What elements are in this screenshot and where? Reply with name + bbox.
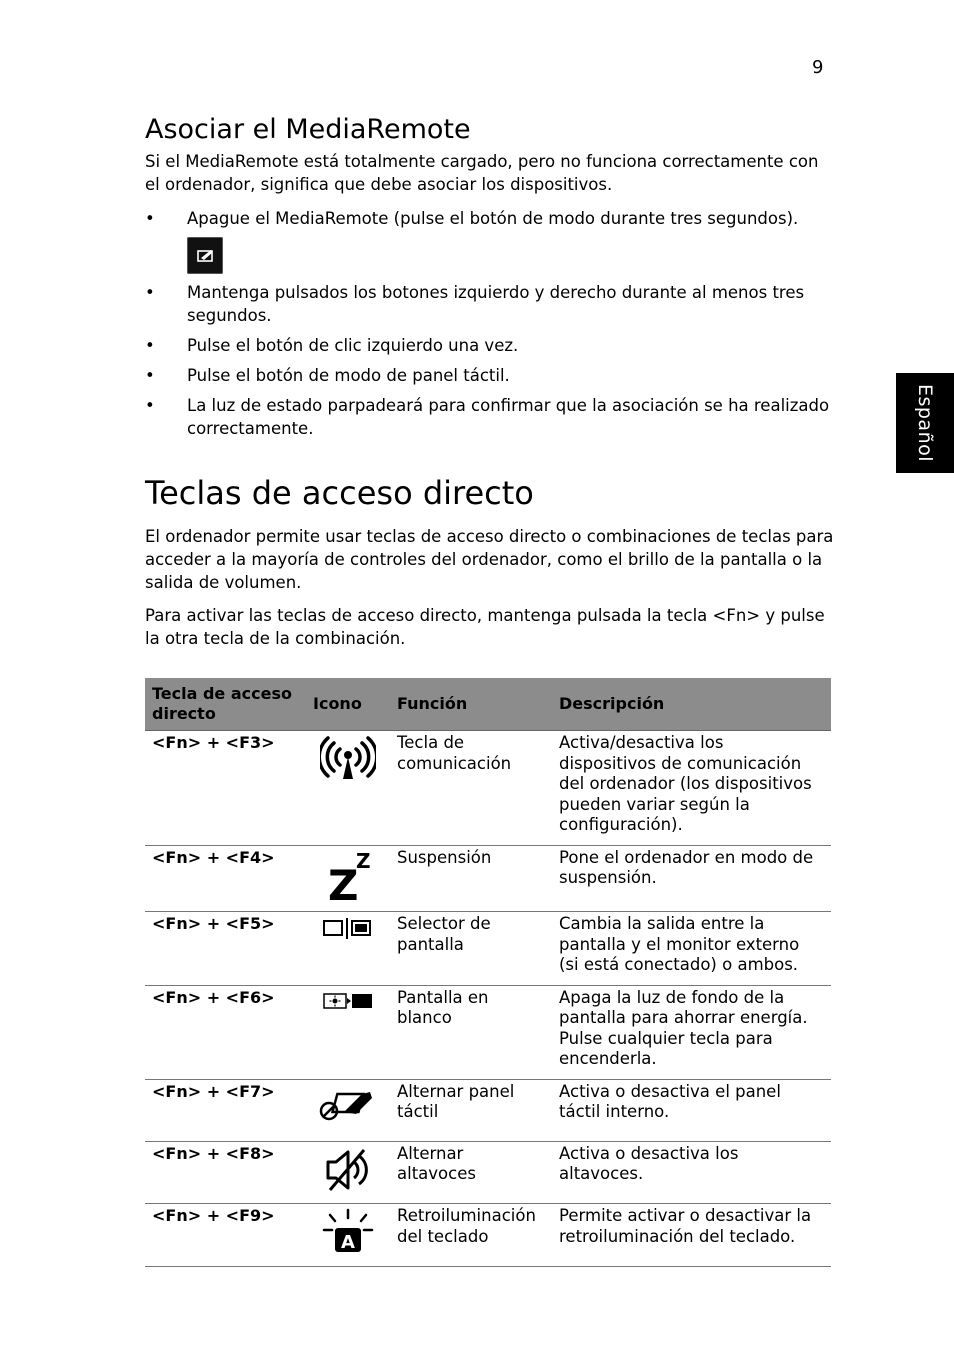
- function-cell: Alternar altavoces: [390, 1141, 552, 1204]
- hotkey-cell: <Fn> + <F6>: [145, 985, 306, 1079]
- icon-cell: [306, 912, 390, 986]
- hotkey-cell: <Fn> + <F7>: [145, 1079, 306, 1141]
- display-toggle-icon: [320, 916, 376, 942]
- function-cell: Tecla de comunicación: [390, 731, 552, 846]
- list-item-text: Apague el MediaRemote (pulse el botón de modo durante tres segundos).: [187, 209, 799, 228]
- hotkey-cell: <Fn> + <F5>: [145, 912, 306, 986]
- bullet-dot: •: [145, 336, 155, 355]
- language-tab: [896, 373, 954, 473]
- sleep-icon: [320, 850, 376, 902]
- screen-blank-icon: [320, 990, 376, 1014]
- hotkey-cell: <Fn> + <F4>: [145, 845, 306, 912]
- table-row: [145, 845, 831, 912]
- language-tab-label: Español: [914, 383, 936, 463]
- section-title-pairing: Asociar el MediaRemote: [145, 114, 471, 145]
- function-cell: Retroiluminación del teclado: [390, 1204, 552, 1267]
- icon-cell: [306, 985, 390, 1079]
- table-row: [145, 1204, 831, 1267]
- icon-cell: [306, 731, 390, 846]
- bullet-dot: •: [145, 209, 155, 228]
- list-item-text: La luz de estado parpadeará para confirmar que la asociación se ha realizado correctamente.: [187, 396, 830, 438]
- bullet-dot: •: [145, 283, 155, 302]
- description-cell: Activa/desactiva los dispositivos de comunicación del ordenador (los dispositivos pueden variar según la configuración).: [552, 731, 831, 846]
- table-row: [145, 1141, 831, 1204]
- bullet-dot: •: [145, 366, 155, 385]
- hotkeys-instructions: Para activar las teclas de acceso directo, mantenga pulsada la tecla <Fn> y pulse la otra tecla de la combinación.: [145, 606, 825, 648]
- table-row: [145, 912, 831, 986]
- pairing-intro: Si el MediaRemote está totalmente cargado, pero no funciona correctamente con el ordenador, significa que debe asociar los dispositivos.: [145, 152, 819, 194]
- description-cell: Permite activar o desactivar la retroiluminación del teclado.: [552, 1204, 831, 1267]
- description-cell: Activa o desactiva el panel táctil interno.: [552, 1079, 831, 1141]
- section-title-hotkeys: Teclas de acceso directo: [145, 474, 534, 512]
- wireless-communication-icon: [320, 735, 376, 781]
- function-cell: Selector de pantalla: [390, 912, 552, 986]
- hotkey-cell: <Fn> + <F8>: [145, 1141, 306, 1204]
- hotkey-table: [145, 678, 831, 1267]
- page-number: 9: [812, 57, 824, 78]
- icon-cell: [306, 1079, 390, 1141]
- icon-cell: [306, 1141, 390, 1204]
- table-row: [145, 985, 831, 1079]
- function-cell: Pantalla en blanco: [390, 985, 552, 1079]
- touchpad-toggle-icon: [318, 1084, 378, 1122]
- description-cell: Apaga la luz de fondo de la pantalla para ahorrar energía. Pulse cualquier tecla para encenderla.: [552, 985, 831, 1079]
- header-hotkey: Tecla de acceso directo: [145, 678, 306, 731]
- table-row: [145, 1079, 831, 1141]
- function-cell: Alternar panel táctil: [390, 1079, 552, 1141]
- icon-cell: [306, 845, 390, 912]
- backlight-key-letter: A: [341, 1232, 355, 1253]
- header-function: Función: [390, 678, 552, 731]
- hotkey-cell: <Fn> + <F9>: [145, 1204, 306, 1267]
- speaker-mute-icon: [320, 1146, 376, 1194]
- list-item-text: Pulse el botón de modo de panel táctil.: [187, 366, 510, 385]
- bullet-dot: •: [145, 396, 155, 415]
- icon-cell: [306, 1204, 390, 1267]
- list-item-text: Mantenga pulsados los botones izquierdo y derecho durante al menos tres segundos.: [187, 283, 805, 325]
- keyboard-backlight-icon: [318, 1208, 378, 1256]
- sleep-small-z: Z: [356, 849, 371, 873]
- touchpad-mode-button-icon: [187, 237, 223, 274]
- header-description: Descripción: [552, 678, 831, 731]
- header-icon: Icono: [306, 678, 390, 731]
- description-cell: Activa o desactiva los altavoces.: [552, 1141, 831, 1204]
- description-cell: Cambia la salida entre la pantalla y el monitor externo (si está conectado) o ambos.: [552, 912, 831, 986]
- list-item-text: Pulse el botón de clic izquierdo una vez.: [187, 336, 519, 355]
- table-header-row: [145, 678, 831, 731]
- table-row: [145, 731, 831, 846]
- description-cell: Pone el ordenador en modo de suspensión.: [552, 845, 831, 912]
- function-cell: Suspensión: [390, 845, 552, 912]
- hotkey-cell: <Fn> + <F3>: [145, 731, 306, 846]
- hotkeys-intro: El ordenador permite usar teclas de acceso directo o combinaciones de teclas para acceder a la mayoría de controles del ordenador, como el brillo de la pantalla o la salida de volumen.: [145, 527, 834, 592]
- sleep-big-z: Z: [328, 860, 359, 902]
